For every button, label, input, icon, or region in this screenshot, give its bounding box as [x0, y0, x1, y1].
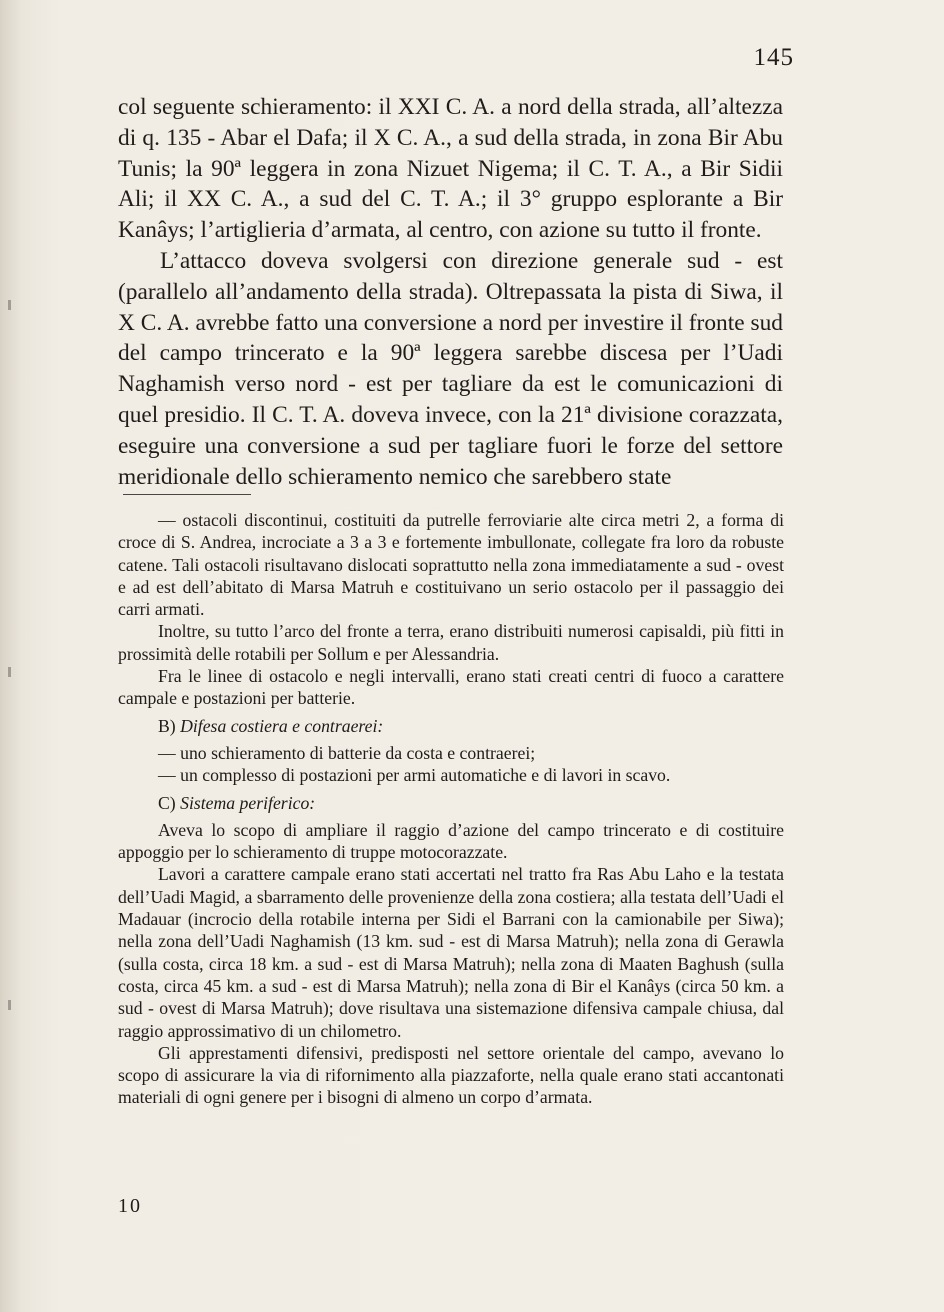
footnote-paragraph: Gli apprestamenti difensivi, predisposti nel settore orientale del campo, avevano lo scopo di assicurare la via di rifornimento alla piazzaforte, nella quale erano stati accantonati materiali di ogni genere per i bisogni di almeno un corpo d’armata.: [118, 1042, 784, 1108]
footnote-paragraph: Aveva lo scopo di ampliare il raggio d’azione del campo trincerato e di costituire appoggio per lo schieramento di truppe motocorazzate.: [118, 819, 784, 863]
scan-gutter-mark: [8, 1000, 11, 1010]
section-letter: C): [158, 792, 176, 813]
footnote-block: [118, 509, 784, 1109]
footnote-separator: [123, 494, 251, 495]
footnote-paragraph: Lavori a carattere campale erano stati accertati nel tratto fra Ras Abu Laho e la testata dell’Uadi Magid, a sbarramento delle provenienze della zona costiera; alla testata dell’Uadi el Madauar (incrocio della rotabile interna per Sidi el Barrani con la camionabile per Siwa); nella zona dell’Uadi Naghamish (13 km. sud - est di Marsa Matruh); nella zona di Gerawla (sulla costa, circa 18 km. a sud - est di Marsa Matruh); nella zona di Maaten Baghush (sulla costa, circa 45 km. a sud - est di Marsa Matruh); nella zona di Bir el Kanâys (circa 50 km. a sud - ovest di Marsa Matruh); dove risultava una sistemazione difensiva campale chiusa, dal raggio approssimativo di un chilometro.: [118, 864, 784, 1041]
footnote-paragraph: Inoltre, su tutto l’arco del fronte a terra, erano distribuiti numerosi capisaldi, più fitti in prossimità delle rotabili per Sollum e per Alessandria.: [118, 621, 784, 664]
section-heading-c: [118, 792, 784, 814]
scan-gutter-mark: [8, 300, 11, 310]
list-item: — un complesso di postazioni per armi automatiche e di lavori in scavo.: [158, 765, 671, 786]
list-item: — uno schieramento di batterie da costa e contraerei;: [158, 742, 536, 763]
section-letter: B): [158, 715, 176, 736]
main-paragraph: col seguente schieramento: il XXI C. A. a nord della strada, all’altezza di q. 135 - Abar el Dafa; il X C. A., a sud della strada, in zona Bir Abu Tunis; la 90ª leggera in zona Nizuet Nigema; il C. T. A., a Bir Sidii Ali; il XX C. A., a sud del C. T. A.; il 3° gruppo esplorante a Bir Kanâys; l’artiglieria d’armata, al centro, con azione su tutto il fronte.: [118, 94, 783, 244]
section-title: Sistema periferico:: [180, 792, 316, 813]
main-paragraph: L’attacco doveva svolgersi con direzione generale sud - est (parallelo all’andamento della strada). Oltrepassata la pista di Siwa, il X C. A. avrebbe fatto una conversione a nord per investire il fronte sud del campo trincerato e la 90ª leggera sarebbe discesa per l’Uadi Naghamish verso nord - est per tagliare da est le comunicazioni di quel presidio. Il C. T. A. doveva invece, con la 21ª divisione corazzata, eseguire una conversione a sud per tagliare fuori le forze del settore meridionale dello schieramento nemico che sarebbero state: [118, 247, 783, 490]
section-title: Difesa costiera e contraerei:: [180, 715, 384, 736]
footnote-paragraph: Fra le linee di ostacolo e negli intervalli, erano stati creati centri di fuoco a carattere campale e postazioni per batterie.: [118, 666, 784, 709]
footer-folio: 10: [118, 1195, 142, 1217]
footnote-paragraph: — ostacoli discontinui, costituiti da putrelle ferroviarie alte circa metri 2, a forma di croce di S. Andrea, incrociate a 3 a 3 e fortemente imbullonate, collegate fra loro da robuste catene. Tali ostacoli risultavano dislocati soprattutto nella zona immediatamente a sud - ovest e ad est dell’abitato di Marsa Matruh e costituivano un serio ostacolo per il passaggio dei carri armati.: [118, 510, 784, 620]
main-body-text: [118, 92, 783, 492]
page-number: 145: [753, 44, 794, 71]
section-heading-b: [118, 715, 784, 737]
scan-gutter-mark: [8, 667, 11, 677]
